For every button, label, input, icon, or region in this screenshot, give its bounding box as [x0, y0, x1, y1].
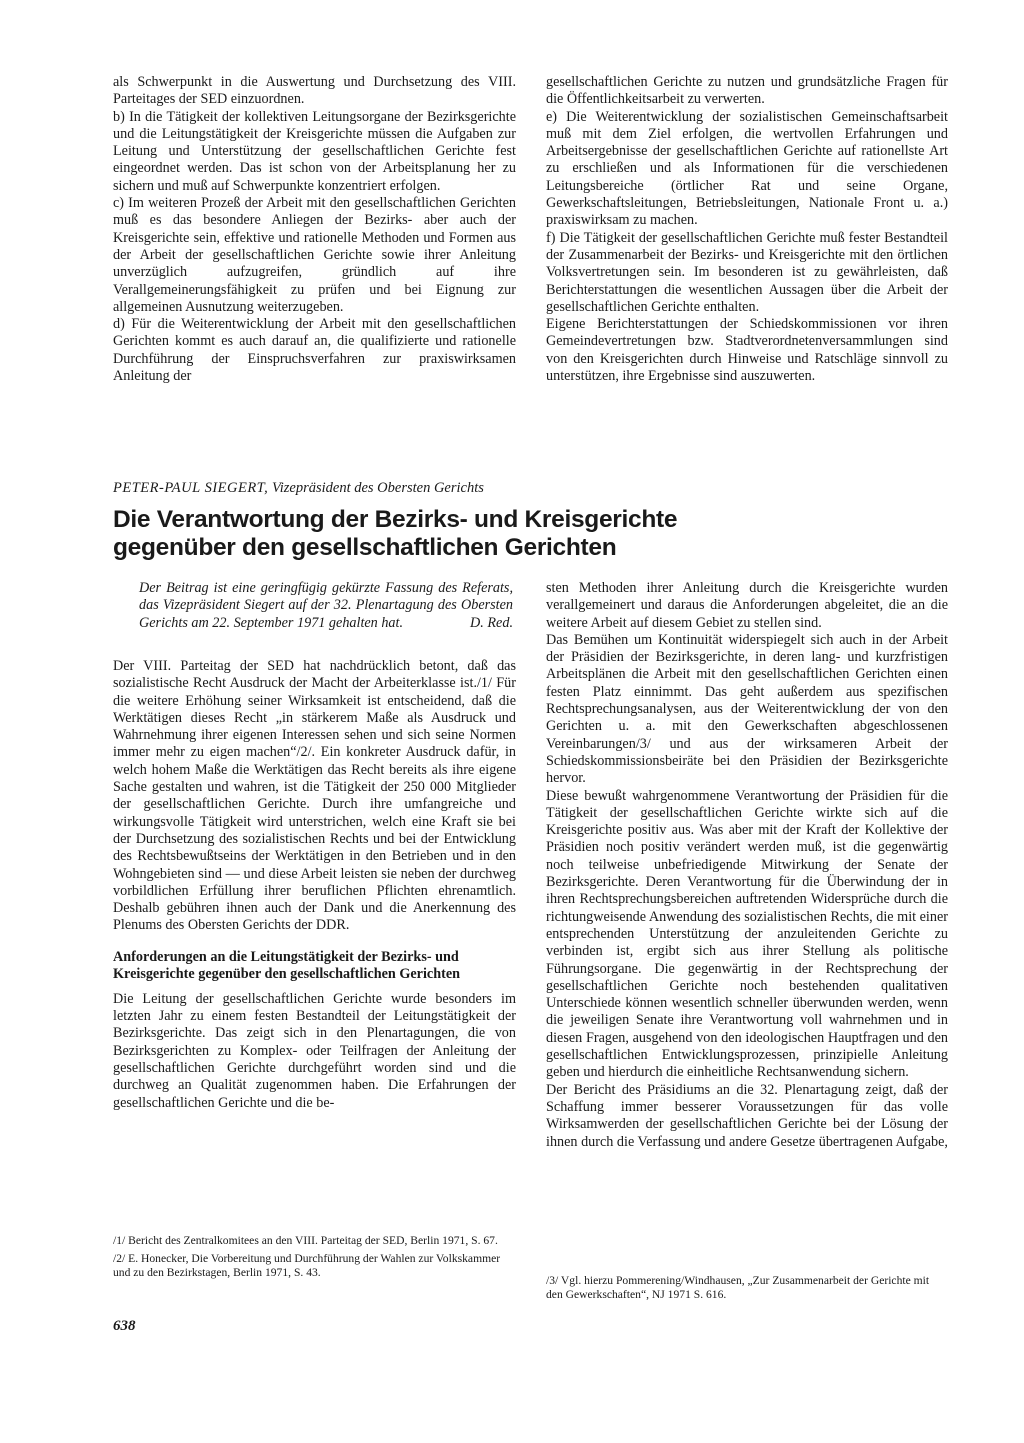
headline-line-1: Die Verantwortung der Bezirks- und Kreisgerichte [113, 506, 678, 533]
article-headline [113, 506, 813, 562]
body-left-column [113, 658, 516, 1112]
footnote: /3/ Vgl. hierzu Pommerening/Windhausen, „Zur Zusammenarbeit der Gerichte mit den Gewerkschaften“, NJ 1971 S. 616. [546, 1274, 930, 1301]
page-number: 638 [113, 1318, 136, 1334]
footnote-right [546, 1274, 948, 1302]
footnote: /2/ E. Honecker, Die Vorbereitung und Durchführung der Wahlen zur Volkskammer und zu den Bezirkstagen, Berlin 1971, S. 43. [113, 1251, 501, 1279]
paragraph: b) In die Tätigkeit der kollektiven Leitungsorgane der Bezirksgerichte und die Leitungstätigkeit der Kreisgerichte müssen die Aufgaben zur Leitung und Unterstützung der gesellschaftlichen Gerichte fest eingeordnet werden. Das ist schon von der Arbeitsplanung her zu sichern und muß auf Schwerpunkte konzentriert erfolgen. [113, 108, 516, 194]
section-subheading: Anforderungen an die Leitungstätigkeit der Bezirks- und Kreisgerichte gegenüber den gesellschaftlichen Gerichten [113, 948, 461, 982]
author-line [113, 480, 484, 497]
paragraph: als Schwerpunkt in die Auswertung und Durchsetzung des VIII. Parteitages der SED einzuordnen. [113, 74, 516, 108]
footnote: /1/ Bericht des Zentralkomitees an den VIII. Parteitag der SED, Berlin 1971, S. 67. [113, 1234, 498, 1247]
author-role: Vizepräsident des Obersten Gerichts [271, 480, 484, 496]
intro-text: Der Beitrag ist eine geringfügig gekürzte Fassung des Referats, das Vizepräsident Siegert auf der 32. Plenartagung des Obersten Gerichts am 22. September 1971 gehalten hat. [139, 580, 513, 631]
headline-line-2: gegenüber den gesellschaftlichen Gerichten [113, 534, 617, 561]
paragraph: f) Die Tätigkeit der gesellschaftlichen Gerichte muß fester Bestandteil der Zusammenarbeit der Bezirks- und Kreisgerichte mit den örtlichen Volksvertretungen sein. Im besonderen ist zu gewährleisten, daß Berichterstattungen die wesentlichen Aussagen über die Arbeit der gesellschaftlichen Gerichte enthalten. [546, 229, 948, 315]
paragraph: c) Im weiteren Prozeß der Arbeit mit den gesellschaftlichen Gerichten muß es das besondere Anliegen der Bezirks- aber auch der Kreisgerichte sein, effektive und rationelle Methoden und Formen aus der Arbeit der gesellschaftlichen Gerichte sowie ihrer Anleitung unverzüglich aufzugreifen, gründlich auf ihre Verallgemeinerungsfähigkeit zu prüfen und bei Eignung zur allgemeinen Ausnutzung weiterzugeben. [113, 195, 516, 315]
paragraph: Der VIII. Parteitag der SED hat nachdrücklich betont, daß das sozialistische Recht Ausdruck der Macht der Arbeiterklasse ist./1/ Für die weitere Erhöhung seiner Wirksamkeit ist entscheidend, daß die Werktätigen dieses Recht „in stärkerem Maße als Ausdruck und Wahrnehmung ihrer eigenen Interessen sehen und sich seine Normen immer mehr zu eigen machen“/2/. Ein konkreter Ausdruck dafür, in welch hohem Maße die Werktätigen das Recht bereits als ihre eigene Sache gestalten und wahren, ist die Tätigkeit der 250 000 Mitglieder der gesellschaftlichen Gerichte. Durch ihre umfangreiche und wirkungsvolle Tätigkeit wird unterstrichen, welch eine Kraft sie bei der Durchsetzung des sozialistischen Rechts und bei der Entwicklung des Rechtsbewußtseins der Werktätigen in den Betrieben und in den Wohngebieten sind — und diese Arbeit leisten sie neben der durchweg vorbildlichen Erfüllung ihrer beruflichen Pflichten ehrenamtlich. Deshalb gebühren ihnen auch der Dank und die Anerkennung des Plenums des Obersten Gerichts der DDR. [113, 658, 516, 934]
paragraph: Eigene Berichterstattungen der Schiedskommissionen vor ihren Gemeindevertretungen bzw. Stadtverordnetenversammlungen sind von den Kreisgerichten durch Hinweise und Ratschläge sinnvoll zu unterstützen, ihre Ergebnisse sind auszuwerten. [546, 316, 948, 385]
paragraph: Die Leitung der gesellschaftlichen Gerichte wurde besonders im letzten Jahr zu einem festen Bestandteil der Leitungstätigkeit der Bezirksgerichte. Das zeigt sich in den Plenartagungen, die von Bezirksgerichten zu Komplex- oder Teilfragen der Anleitung der gesellschaftlichen Gerichte durchgeführt worden sind und die durchweg an Qualität zugenommen haben. Die Erfahrungen der gesellschaftlichen Gerichte und die be- [113, 990, 516, 1111]
top-left-column [113, 74, 516, 385]
paragraph: Diese bewußt wahrgenommene Verantwortung der Präsidien für die Tätigkeit der gesellschaftlichen Gerichte wirkte sich auf die Kreisgerichte positiv aus. Was aber mit der Kraft der Kollektive der Präsidien noch positiv verändert werden muß, ist die gegenwärtig noch teilweise unbefriedigende Mitwirkung der Senate der Bezirksgerichte. Deren Verantwortung für die Überwindung der in ihren Rechtsprechungsbereichen auftretenden Widersprüche durch die richtungweisende Anwendung des sozialistischen Rechts, die mit einer entsprechenden Unterstützung der anzuleitenden Gerichte zu verbinden ist, ergibt sich aus ihrer Stellung als politische Führungsorgane. Die gegenwärtig in der Rechtsprechung der gesellschaftlichen Gerichte noch bestehenden qualitativen Unterschiede können wesentlich schneller überwunden werden, wenn die jeweiligen Senate ihre Verantwortung voll wahrnehmen und in diesen Fragen, ausgehend von den ideologischen Hauptfragen und den gesellschaftlichen Entwicklungsprozessen, prinzipielle Anleitung geben und hierdurch die einheitliche Rechtsanwendung sichern. [546, 787, 948, 1081]
paragraph: gesellschaftlichen Gerichte zu nutzen und grundsätzliche Fragen für die Öffentlichkeitsarbeit zu verwerten. [546, 74, 948, 108]
editorial-signature: D. Red. [470, 614, 513, 631]
footnotes-left [113, 1234, 516, 1283]
editorial-intro [139, 580, 513, 632]
author-name: PETER-PAUL SIEGERT, [113, 480, 269, 496]
paragraph: sten Methoden ihrer Anleitung durch die Kreisgerichte wurden verallgemeinert und daraus die Anforderungen abgeleitet, die an die weitere Arbeit auf diesem Gebiet zu stellen sind. [546, 580, 948, 631]
paragraph: d) Für die Weiterentwicklung der Arbeit mit den gesellschaftlichen Gerichten kommt es auch darauf an, die qualifizierte und rationelle Durchführung der Einspruchsverfahren zur praxiswirksamen Anleitung der [113, 316, 516, 385]
body-right-column [546, 580, 948, 1151]
paragraph: Der Bericht des Präsidiums an die 32. Plenartagung zeigt, daß der Schaffung immer besserer Voraussetzungen für das volle Wirksamwerden der gesellschaftlichen Gerichte bei der Lösung der ihnen durch die Verfassung und andere Gesetze übertragenen Aufgabe, [546, 1081, 948, 1150]
paragraph: Das Bemühen um Kontinuität widerspiegelt sich auch in der Arbeit der Präsidien der Bezirksgerichte, in deren lang- und kurzfristigen Arbeitsplänen die Arbeit mit den gesellschaftlichen Gerichten einen festen Platz einnimmt. Das geht außerdem aus spezifischen Rechtsprechungsanalysen, aus der Weiterentwicklung der von den Gerichten u. a. mit den Gewerkschaften abgeschlossenen Vereinbarungen/3/ und aus der wirksameren Arbeit der Schiedskommissionsbeiräte bei den Präsidien der Bezirksgerichte hervor. [546, 631, 948, 787]
top-right-column [546, 74, 948, 385]
paragraph: e) Die Weiterentwicklung der sozialistischen Gemeinschaftsarbeit muß mit dem Ziel erfolgen, die wertvollen Erfahrungen und Arbeitsergebnisse der gesellschaftlichen Gerichte auf rationellste Art zu erschließen und als Informationen für die verschiedenen Leitungsbereiche (örtlicher Rat und seine Organe, Gewerkschaftsleitungen, Betriebsleitungen, Nationale Front u. a.) praxiswirksam zu machen. [546, 108, 948, 229]
